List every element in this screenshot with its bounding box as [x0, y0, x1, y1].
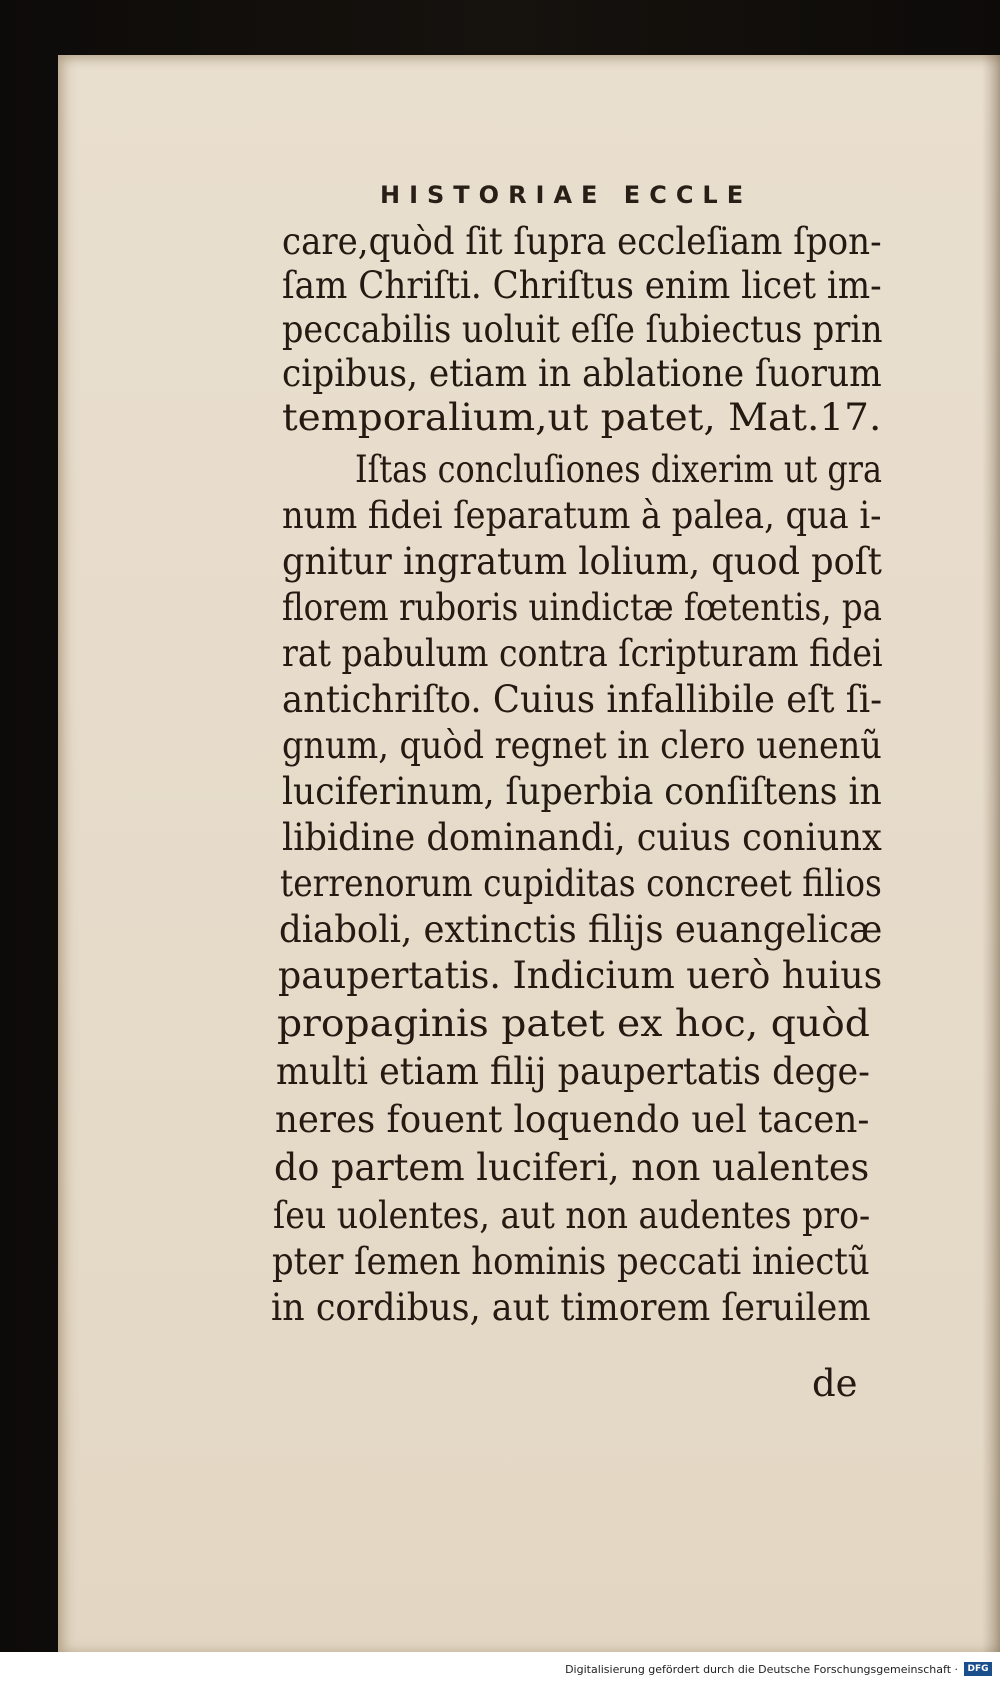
text-line: gnum, quòd regnet in clero uenenũ — [282, 724, 882, 767]
text-line: ſam Chriſti. Chriſtus enim licet im- — [282, 264, 882, 307]
text-line: Iſtas concluſiones dixerim ut gra — [355, 448, 882, 491]
text-line: florem ruboris uindictæ fœtentis, pa — [282, 586, 882, 629]
text-line: temporalium,ut patet, Mat.17. — [282, 396, 882, 439]
dfg-logo: DFG — [964, 1662, 992, 1676]
running-head: HISTORIAE ECCLE — [380, 181, 753, 209]
text-line: do partem luciferi, non ualentes — [274, 1146, 870, 1189]
text-line: peccabilis uoluit eſſe ſubiectus prin — [282, 308, 883, 351]
text-line: diaboli, extinctis filijs euangelicæ — [279, 908, 883, 951]
text-line: paupertatis. Indicium uerò huius — [278, 954, 883, 997]
text-line: luciferinum, ſuperbia conſiſtens in — [282, 770, 882, 813]
text-line: ſeu uolentes, aut non audentes pro- — [273, 1194, 871, 1237]
text-line: libidine dominandi, cuius coniunx — [282, 816, 882, 859]
text-line: cipibus, etiam in ablatione ſuorum — [282, 352, 882, 395]
text-line: propaginis patet ex hoc, quòd — [277, 1002, 870, 1045]
text-line: gnitur ingratum lolium, quod poſt — [282, 540, 882, 583]
text-line: terrenorum cupiditas concreet filios — [280, 862, 882, 905]
text-line: antichriſto. Cuius infallibile eſt ſi- — [282, 678, 883, 721]
text-line: num fidei ſeparatum à palea, qua i- — [282, 494, 882, 537]
digitization-credit: Digitalisierung gefördert durch die Deutsche Forschungsgemeinschaft · — [565, 1663, 958, 1676]
catchword: de — [812, 1362, 858, 1405]
text-line: rat pabulum contra ſcripturam fidei — [282, 632, 883, 675]
text-line: in cordibus, aut timorem ſeruilem — [271, 1286, 871, 1329]
text-line: care,quòd ſit ſupra eccleſiam ſpon- — [282, 220, 882, 263]
text-line: neres fouent loquendo uel tacen- — [275, 1098, 870, 1141]
text-line: multi etiam filij paupertatis dege- — [276, 1050, 870, 1093]
text-line: pter ſemen hominis peccati iniectũ — [272, 1240, 870, 1283]
